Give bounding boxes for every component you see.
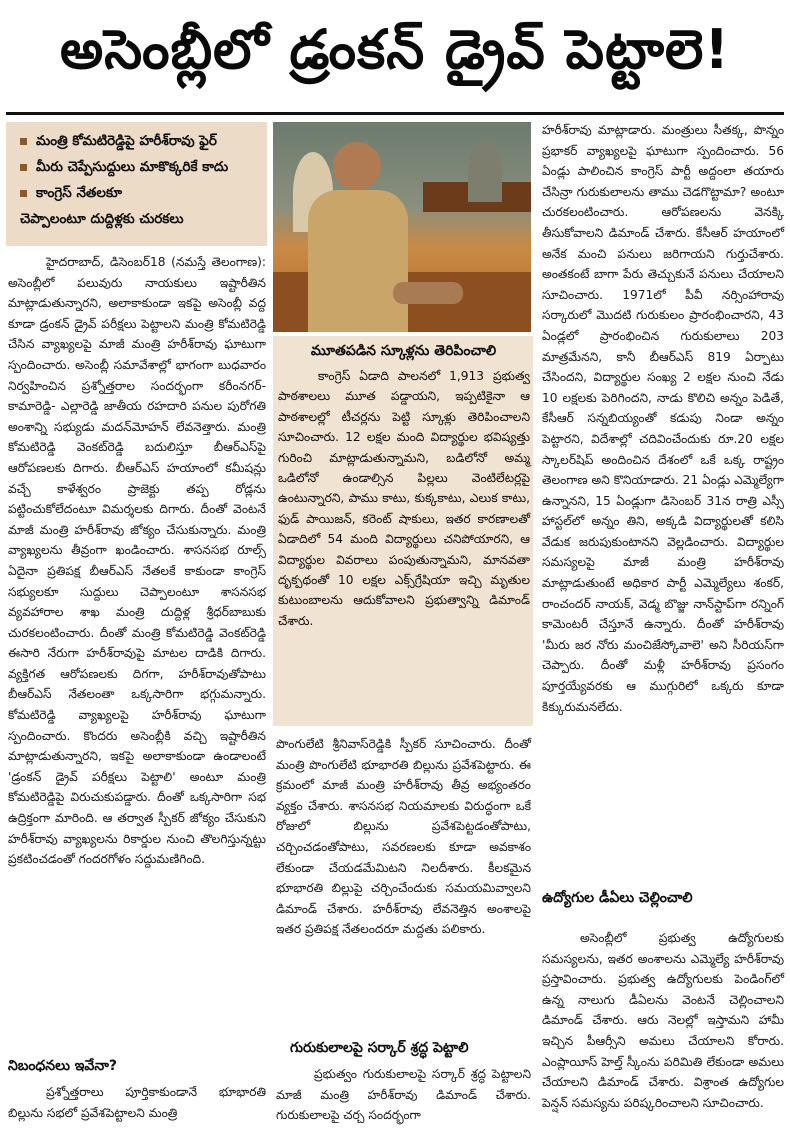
column-1 [8, 252, 266, 870]
highlight-item: మంత్రి కోమటిరెడ్డిపై హరీశ్‌రావు ఫైర్ [14, 128, 261, 154]
paragraph: పొంగులేటి శ్రీనివాస్‌రెడ్డికి స్పీకర్ సూచించారు. దీంతో మంత్రి పొంగులేటి భూభారతి బిల్లును ప్రవేశపెట్టారు. ఈ క్రమంలో మాజీ మంత్రి హరీశ్‌రావు తీవ్ర అభ్యంతరం వ్యక్తం చేశారు. శాసనసభ నియమాలకు విరుద్ధంగా ఒకే రోజులో బిల్లును ప్రవేశపెట్టడంతోపాటు, చర్చించడంతోపాటు, సవరణలకు కూడా అవకాశం లేకుండా చేయడమేమిటని నిలదీశారు. కీలకమైన భూభారతి బిల్లుపై చర్చించేందుకు సమయమివ్వాలని డిమాండ్ చేశారు. హరీశ్‌రావు లేవనెత్తిన అంశాలపై ఇతర ప్రతిపక్ష నేతలందరూ మద్దతు పలికారు. [276, 737, 531, 937]
column-1-tail [8, 1082, 266, 1123]
highlights-box [6, 122, 267, 246]
subheading: ఉద్యోగుల డీఏలు చెల్లించాలి [542, 890, 693, 906]
column-3 [542, 120, 784, 717]
column-3-tail [542, 928, 784, 1113]
column-2-tail [276, 1064, 531, 1126]
paragraph: ప్రశ్నోత్తరాలు పూర్తికాకుండానే భూభారతి బిల్లును సభలో ప్రవేశపెట్టాలని మంత్రి [8, 1085, 266, 1120]
subheading: నిబంధనలు ఇవేనా? [8, 1058, 118, 1074]
paragraph: హైదరాబాద్, డిసెంబర్18 (నమస్తే తెలంగాణ): అసెంబ్లీలో పలువురు నాయకులు ఇష్టారీతిన మాట్లాడుతున్నారని, అలాకాకుండా ఇకపై అసెంబ్లీ వద్ద కూడా డ్రంకన్ డ్రైవ్ పరీక్షలు పెట్టాలని మంత్రి కోమటిరెడ్డి చేసిన వ్యాఖ్యలపై మాజీ మంత్రి హరీశ్‌రావు ఘాటుగా స్పందించారు. అసెంబ్లీ సమావేశాల్లో భాగంగా బుధవారం నిర్వహించిన ప్రశ్నోత్తరాల సందర్భంగా కరీంనగర్-కామారెడ్డి- ఎల్లారెడ్డి జాతీయ రహదారి పనుల పురోగతి అంశాన్ని సభ్యుడు మదన్‌మోహన్ లేవనెత్తారు. మంత్రి కోమటిరెడ్డి వెంకట్‌రెడ్డి బదులిస్తూ బీఆర్ఎస్‌పై ఆరోపణలకు దిగారు. బీఆర్ఎస్ హయాంలో కమీషన్లు వచ్చే కాళేశ్వరం ప్రాజెక్టు తప్ప రోడ్లను పట్టించుకోలేదంటూ విమర్శలకు దిగారు. దీంతో వెంటనే మాజీ మంత్రి హరీశ్‌రావు జోక్యం చేసుకున్నారు. మంత్రి వ్యాఖ్యలను తీవ్రంగా ఖండించారు. శాసనసభ రూల్స్ ఏదైనా ప్రతిపక్ష బీఆర్ఎస్ నేతలకే కాకుండా కాంగ్రెస్ సభ్యులకూ సుద్దులు చెప్పాలంటూ శాసనసభ వ్యవహారాల శాఖ మంత్రి దుద్దిళ్ల శ్రీధర్‌బాబుకు చురకలంటించారు. దీంతో మంత్రి కోమటిరెడ్డి వెంకట్‌రెడ్డి ఈసారి నేరుగా హరీశ్‌రావుపై మాటల దాడికి దిగారు. వ్యక్తిగత ఆరోపణలకు దిగగా, హరీశ్‌రావుతోపాటు బీఆర్ఎస్ నేతలంతా ఒక్కసారిగా భగ్గుమన్నారు. కోమటిరెడ్డి వ్యాఖ్యలపై హరీశ్‌రావు ఘాటుగా స్పందించారు. కొందరు అసెంబ్లీకి వచ్చి ఇష్టారీతిన మాట్లాడుతున్నారని, ఇకపై అలాకాకుండా ఉండాలంటే 'డ్రంకన్ డ్రైవ్ పరీక్షలు పెట్టాలి' అంటూ మంత్రి కోమటిరెడ్డిపై విరుచుకుపడ్డారు. దీంతో ఒక్కసారిగా సభ ఉద్రిక్తంగా మారింది. ఆ తర్వాత స్పీకర్ జోక్యం చేసుకుని హరీశ్‌రావు వ్యాఖ్యలను రికార్డుల నుంచి తొలగిస్తున్నట్టు ప్రకటించడంతో గందరగోళం సద్దుమణిగింది. [8, 255, 266, 867]
column-2-lower [276, 734, 531, 940]
highlight-item: మీరు చెప్పేసుద్దులు మాకొక్కరికే కాదు [14, 154, 261, 180]
paragraph: అసెంబ్లీలో ప్రభుత్వ ఉద్యోగులకు సమస్యలను, ఇతర అంశాలను ఎమ్మెల్యే హరీశ్‌రావు ప్రస్తావించారు. ప్రభుత్వ ఉద్యోగులకు పెండింగ్‌లో ఉన్న నాలుగు డీఏలను వెంటనే చెల్లించాలని డిమాండ్ చేశారు. ఆరు నెలల్లో ఇస్తామని హామీ ఇచ్చిన పీఆర్సీని అమలు చేయాలని కోరారు. ఎంప్లాయీస్ హెల్త్ స్కీంను పరిమితి లేకుండా అమలు చేయాలని డిమాండ్ చేశారు. విశ్రాంత ఉద్యోగుల పెన్షన్ సమస్యను పరిష్కరించాలని సూచించారు. [542, 931, 784, 1110]
headline-rule [6, 112, 784, 115]
highlight-item: చెప్పాలంటూ దుద్దిళ్లకు చురకలు [20, 211, 184, 227]
highlight-item: కాంగ్రెస్ నేతలకూ [14, 180, 261, 206]
headline: అసెంబ్లీలో డ్రంకన్ డ్రైవ్ పెట్టాలె! [60, 17, 730, 81]
paragraph: హరీశ్‌రావు మాట్లాడారు. మంత్రులు సీతక్క, పొన్నం ప్రభాకర్ వ్యాఖ్యలపై ఘాటుగా స్పందించారు. 56 ఏండ్లు పాలించిన కాంగ్రెస్ పార్టీ అద్దంలా తయారు చేసిన్రా గురుకులాలను తాము చెడగొట్టామా? అంటూ చురకలంటించారు. ఆరోపణలను వెనక్కి తీసుకోవాలని డిమాండ్ చేశారు. కేసీఆర్ హయాంలో అనేక మంచి పనులు జరిగాయని గుర్తుచేశారు. అంతకంటే బాగా పేరు తెచ్చుకునే పనులు చేయాలని సూచించారు. 1971లో పీవీ నర్సింహారావు సర్కారులో మొదటి గురుకులం ప్రారంభించారని, 43 ఏండ్లలో ప్రారంభించిన గురుకులాలు 203 మాత్రమేనని, కానీ బీఆర్ఎస్ 819 ఏర్పాటు చేసిందని, విద్యార్థుల సంఖ్య 2 లక్షల నుంచి నేడు 10 లక్షలకు పెరిగిందని, నాడు కొలిచి అన్నం పెడితే, కేసీఆర్ సన్నబియ్యంతో కడుపు నిండా అన్నం పెట్టారని, విదేశాల్లో చదివించేందుకు రూ.20 లక్షల స్కాలర్‌షిప్ అందించిన దేశంలో ఒకే ఒక్క రాష్ట్రం తెలంగాణ అని కొనియాడారు. 21 ఏండ్లు ఎమ్మెల్యేగా ఉన్నానని, 15 ఏండ్లుగా డిసెంబర్ 31న రాత్రి ఎస్సీ హాస్టల్‌లో అన్నం తిని, అక్కడి విద్యార్థులతో కలిసి వేడుక జరుపుకుంటానని వెల్లడించారు. విద్యార్థుల సమస్యలపై మాజీ మంత్రి హరీశ్‌రావు మాట్లాడుతుంటే అధికార పార్టీ ఎమ్మెల్యేలు శంకర్, రాంచందర్ నాయక్, వెడ్మ బొజ్జు నాన్‌స్టాప్‌గా రన్నింగ్ కామెంటరీ చేస్తూనే ఉన్నారు. దీంతో హరీశ్‌రావు 'మీరు జర నోరు మంచిజేస్కోవాలె' అని సీరియస్‌గా చెప్పారు. దీంతో మళ్లీ హరీశ్‌రావు ప్రసంగం పూర్తయ్యేవరకు ఆ ముగ్గురిలో ఒక్కరు కూడా కిక్కురుమనలేదు. [542, 123, 784, 714]
paragraph: కాంగ్రెస్ ఏడాది పాలనలో 1,913 ప్రభుత్వ పాఠశాలలు మూత పడ్డాయని, ఇప్పటికైనా ఆ పాఠశాలల్లో టీచర్లను పెట్టి స్కూళ్లు తెరిపించాలని సూచించారు. 12 లక్షల మంది విద్యార్థుల భవిష్యత్తు గురించి మాట్లాడుతున్నామని, బడిలోనో అమ్మ ఒడిలోనో ఉండాల్సిన పిల్లలు వెంటిలేటర్లపై ఉంటున్నారని, పాము కాటు, కుక్కకాటు, ఎలుక కాటు, ఫుడ్ పాయిజన్, కరెంట్ షాకులు, ఇతర కారణాలతో ఏడాదిలో 54 మంది విద్యార్థులు చనిపోయారని, ఆ విద్యార్థుల వివరాలు పంపుతున్నామని, మానవతా దృక్పథంతో 10 లక్షల ఎక్స్‌గ్రేషియా ఇచ్చి మృతుల కుటుంబాలను ఆదుకోవాలని ప్రభుత్వాన్ని డిమాండ్ చేశారు. [278, 369, 530, 628]
paragraph: ప్రభుత్వం గురుకులాలపై సర్కార్ శ్రద్ధ పెట్టాలని మాజీ మంత్రి హరీశ్‌రావు డిమాండ్ చేశారు. గురుకులాలపై చర్చ సందర్భంగా [276, 1067, 531, 1123]
column-2-sidebar [278, 366, 530, 631]
photo-caption: మూతపడిన స్కూళ్లను తెరిపించాలి [310, 343, 497, 359]
assembly-photo [273, 122, 531, 332]
subheading: గురుకులాలపై సర్కార్ శ్రద్ధ పెట్టాలి [290, 1040, 469, 1056]
